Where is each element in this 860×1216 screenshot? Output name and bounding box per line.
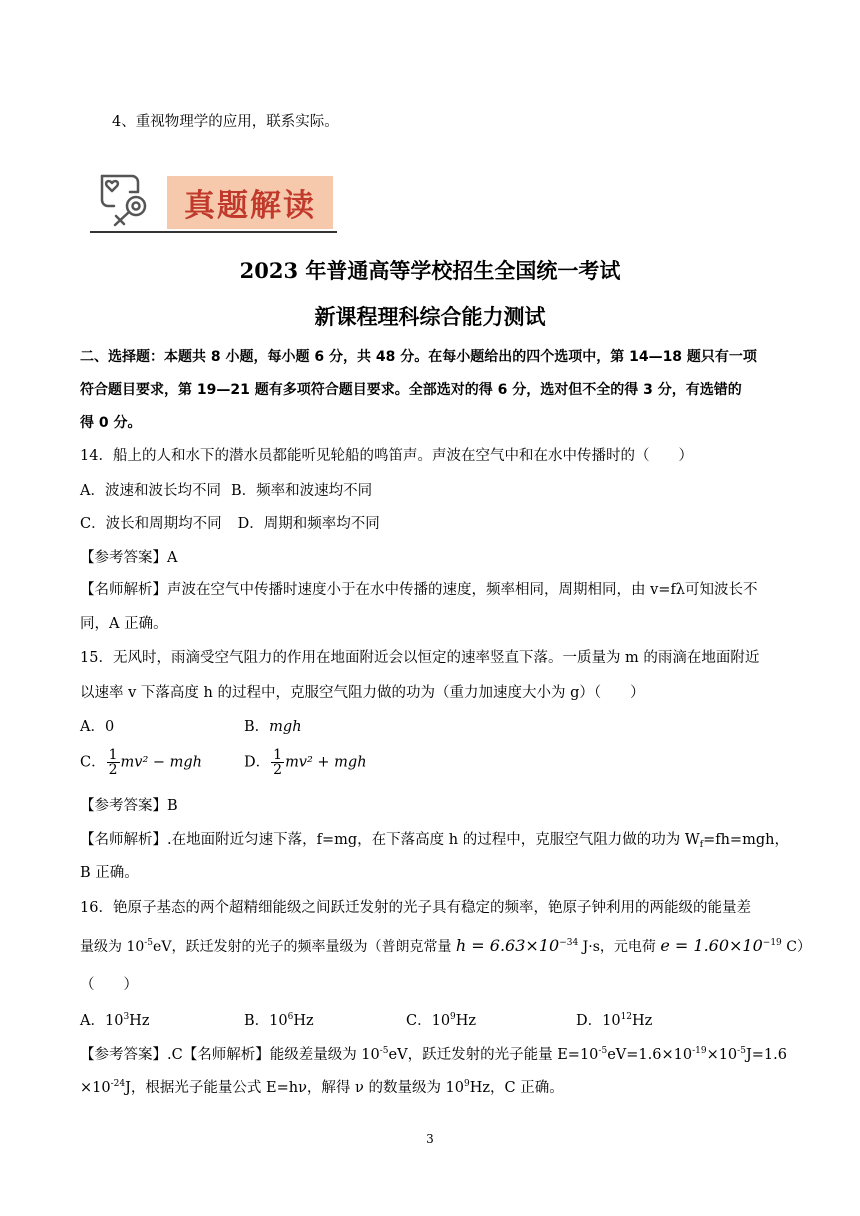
q16-analysis-line-2: $\times 10^{-24}J$，根据光子能量公式 E=hν，解得 ν 的数量级为 $10^9Hz$，C 正确。 [80, 1079, 564, 1096]
q15-stem-line-1: 15．无风时，雨滴受空气阻力的作用在地面附近会以恒定的速率竖直下落。一质量为 m 的雨滴在地面附近 [80, 650, 760, 666]
q14-option-d: D．周期和频率均不同 [237, 516, 380, 532]
q15-stem-line-2: 以速率 v 下落高度 h 的过程中，克服空气阻力做的功为（重力加速度大小为 g）（ ） [80, 685, 645, 701]
q16-stem-line-1: 16．铯原子基态的两个超精细能级之间跃迁发射的光子具有稳定的频率，铯原子钟利用的两能级的能量差 [80, 900, 751, 916]
q14-analysis-line-2: 同，A 正确。 [80, 616, 168, 632]
fraction-half: $\frac{1}{2}$ [108, 747, 118, 778]
q16-analysis-line-1: 【参考答案】.C【名师解析】能级差量级为 $10^{-5}eV$，跃迁发射的光子能量 $E=10^{-5}eV=1.6\times 10^{-19}\times 10^{-5}J=1.6$ [80, 1046, 787, 1063]
section-line-3: 得 0 分。 [80, 415, 142, 431]
q14-option-b: B．频率和波速均不同 [230, 483, 373, 499]
q15-analysis-line-1: 【名师解析】.在地面附近匀速下落，f=mg，在下落高度 h 的过程中，克服空气阻力做的功为 $W_f=fh=mgh$， [80, 832, 789, 850]
banner-title: 真题解读 [184, 188, 316, 224]
banner-rule [90, 231, 337, 233]
intro-item-4: 4、重视物理学的应用，联系实际。 [112, 114, 339, 130]
q14-answer: 【参考答案】A [80, 550, 178, 566]
q14-options-row-1 [80, 481, 372, 501]
section-line-2: 符合题目要求，第 19—21 题有多项符合题目要求。全部选对的得 6 分，选对但不全的得 3 分，有选错的 [80, 382, 742, 398]
q16-option-a: A．$10^3Hz$ [80, 1012, 150, 1029]
q16-option-d: D．$10^{12}Hz$ [576, 1012, 653, 1029]
q16-option-c: C．$10^9Hz$ [406, 1012, 477, 1029]
section-line-1: 二、选择题：本题共 8 小题，每小题 6 分，共 48 分。在每小题给出的四个选项中，第 14—18 题只有一项 [80, 349, 757, 365]
exam-subtitle: 新课程理科综合能力测试 [314, 304, 546, 329]
q14-option-c: C．波长和周期均不同 [80, 516, 222, 532]
q16-stem-line-2: 量级为 $10^{-5}eV$，跃迁发射的光子的频率量级为（普朗克常量 $h = 6.63\times 10^{-34}$ J·s，元电荷 $e = 1.60\times 10^{-19}$ C） [80, 936, 811, 955]
page-number: 3 [426, 1132, 434, 1146]
fraction-half: $\frac{1}{2}$ [273, 747, 283, 778]
q16-option-b: B．$10^6Hz$ [244, 1012, 314, 1029]
q15-option-b: B．mgh [244, 719, 302, 735]
q14-options-row-2 [80, 514, 380, 534]
q14-analysis-line-1: 【名师解析】声波在空气中传播时速度小于在水中传播的速度，频率相同，周期相同，由 v=fλ可知波长不 [80, 582, 758, 598]
q14-option-a: A．波速和波长均不同 [80, 483, 221, 499]
q16-stem-line-3: （ ） [80, 977, 138, 993]
q14-stem: 14．船上的人和水下的潜水员都能听见轮船的鸣笛声。声波在空气中和在水中传播时的（ ） [80, 448, 693, 464]
q15-answer: 【参考答案】B [80, 798, 178, 814]
q15-option-c: C． $\frac{1}{2}$ mv² − mgh [80, 747, 203, 778]
exam-title: 2023 年普通高等学校招生全国统一考试 [239, 258, 621, 283]
key-heart-icon [96, 170, 168, 228]
q15-option-a: A．0 [80, 719, 115, 735]
q15-option-d: D． $\frac{1}{2}$ mv² + mgh [244, 747, 367, 778]
q15-analysis-line-2: B 正确。 [80, 865, 139, 881]
